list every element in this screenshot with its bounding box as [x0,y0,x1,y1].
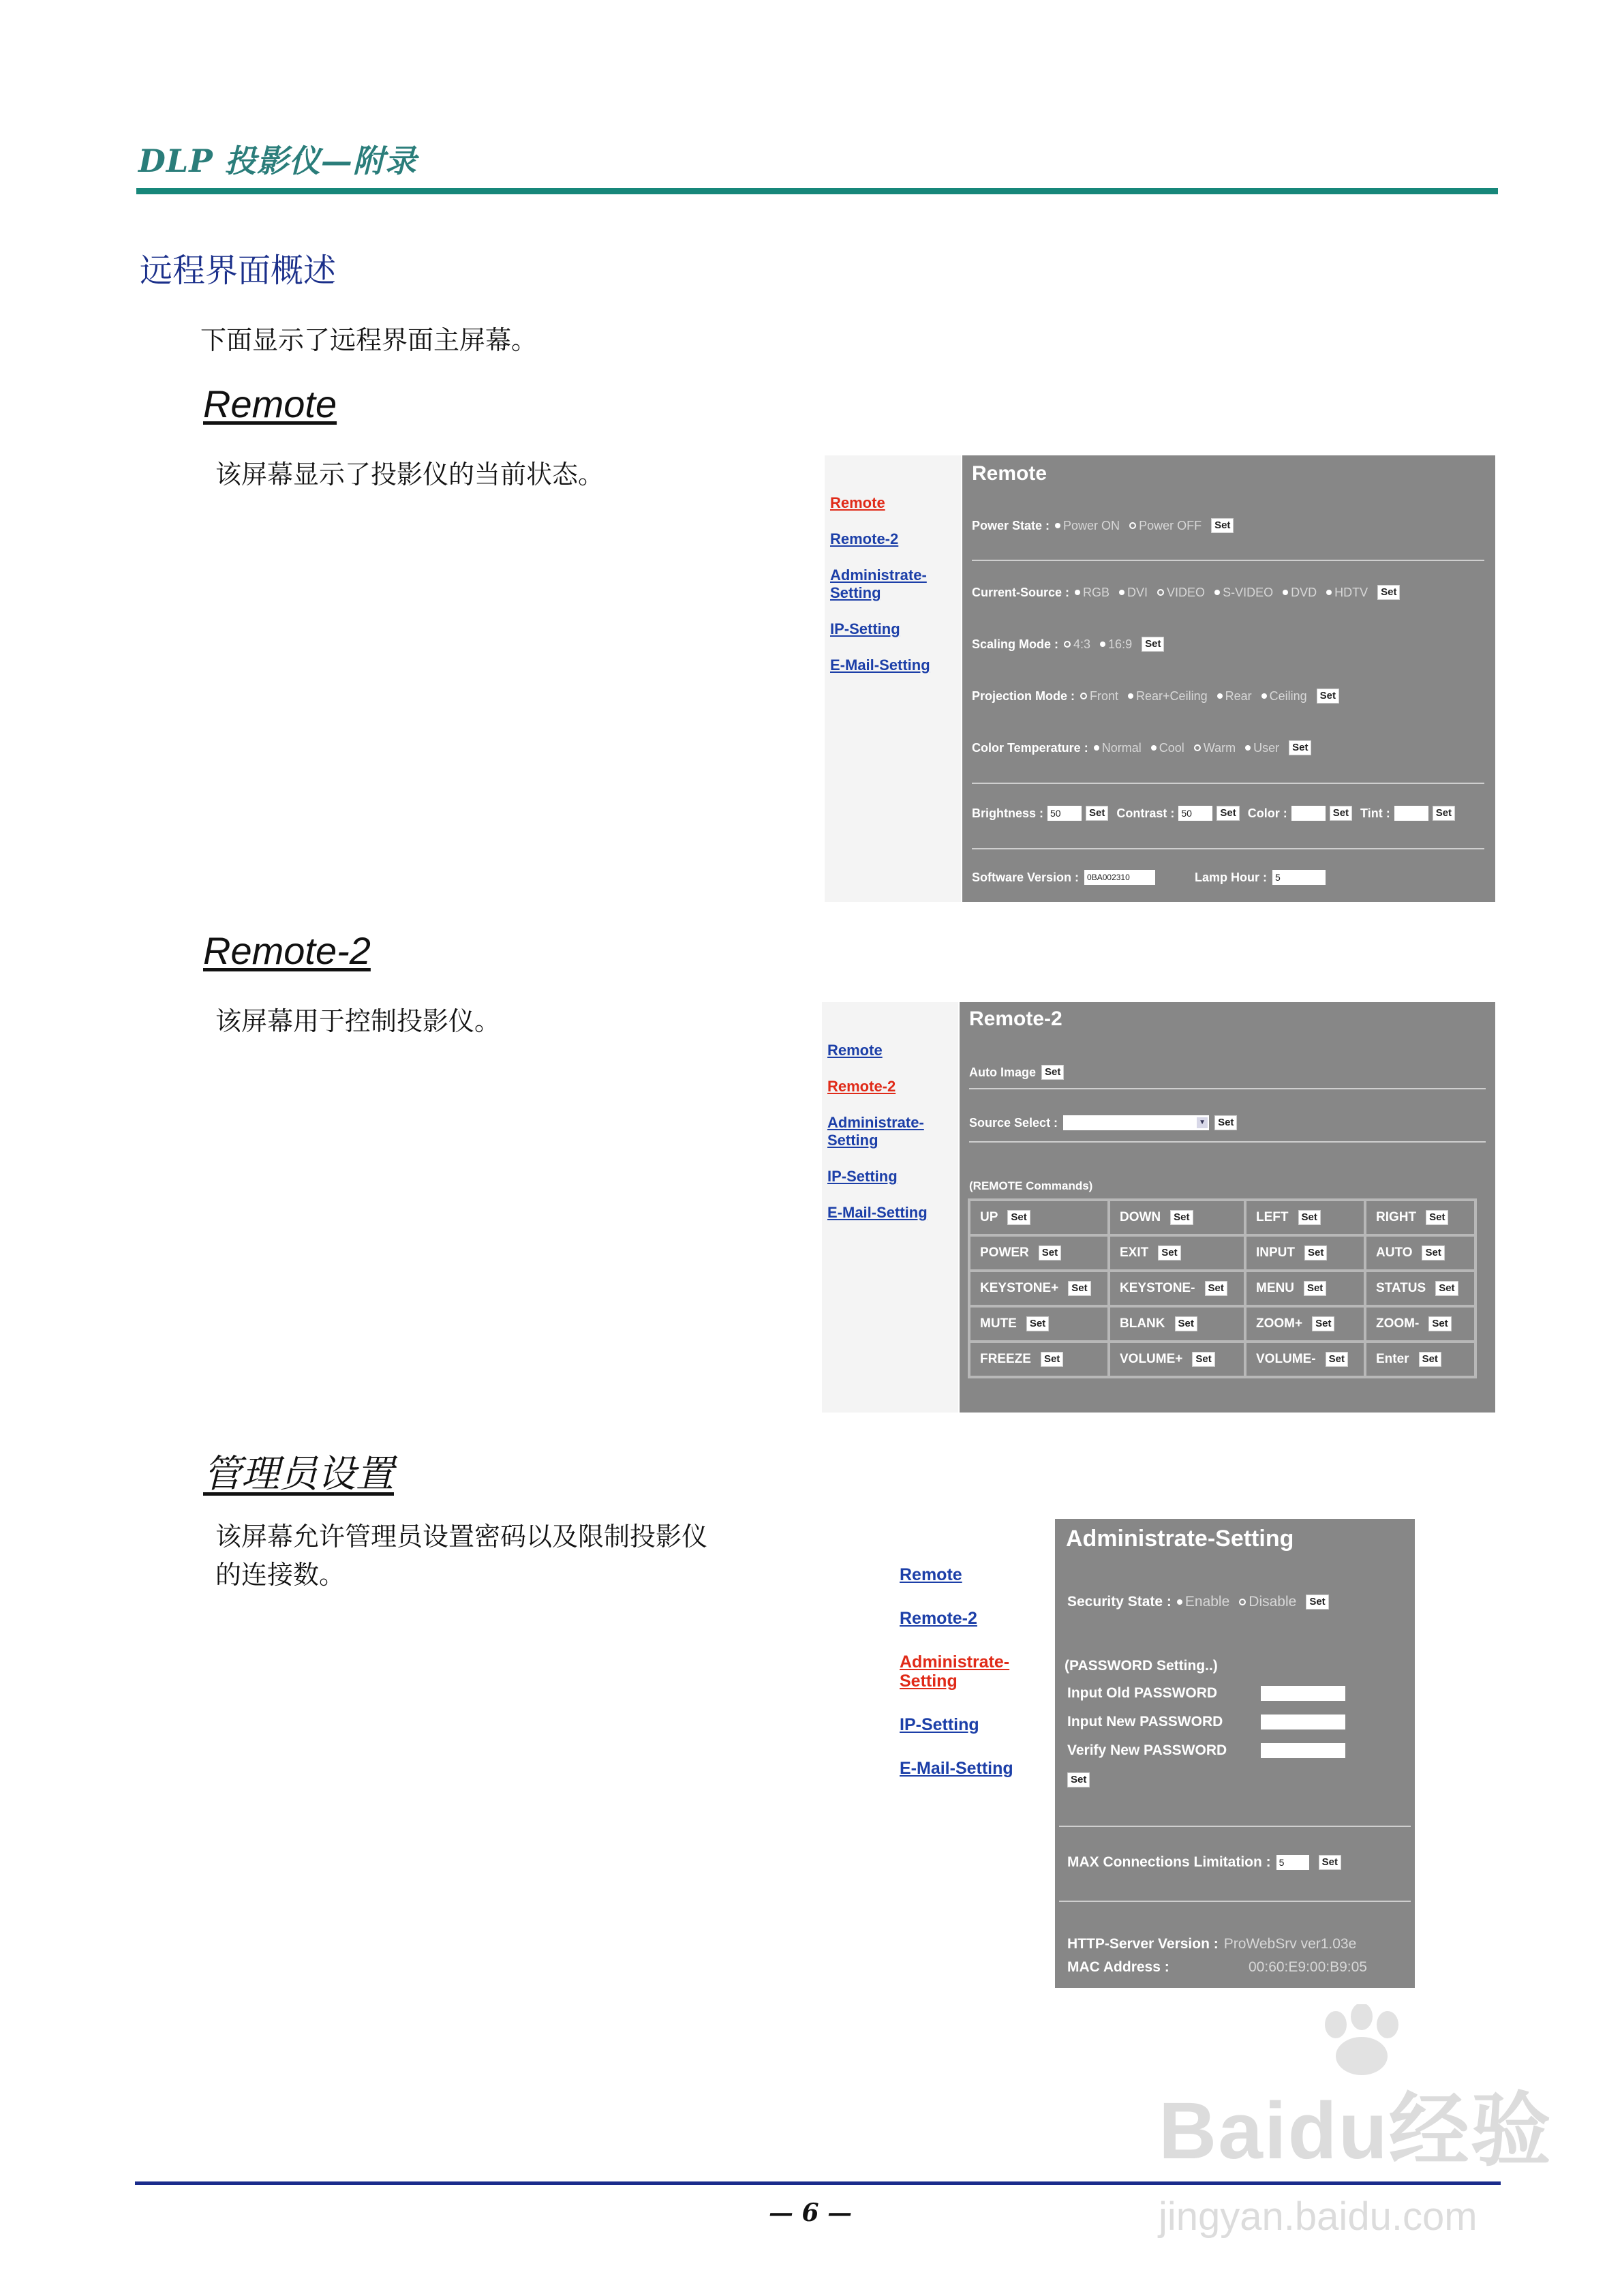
radio-enable[interactable]: Enable [1177,1594,1229,1610]
cmd-keystone-minus-set-button[interactable]: Set [1205,1281,1227,1296]
divider [1059,1901,1411,1902]
contrast-label: Contrast : [1116,806,1175,820]
scaling-set-button[interactable]: Set [1142,637,1164,652]
admin-side-nav [900,1565,1013,1778]
color-label: Color : [1247,806,1287,820]
radio-hdtv[interactable]: HDTV [1326,586,1368,600]
divider [1059,1826,1411,1827]
cmd-cell-freeze: FREEZE Set [969,1342,1109,1377]
divider [969,1141,1486,1143]
nav-link-ip-setting[interactable]: IP-Setting [830,620,900,637]
remote2-panel [960,1002,1495,1413]
cmd-cell-menu: MENU Set [1245,1271,1365,1306]
page-number: — 6 — [769,2199,853,2227]
cmd-zoom-plus-set-button[interactable]: Set [1312,1316,1334,1331]
cmd-cell-right: RIGHT Set [1365,1200,1475,1235]
remote2-heading: Remote-2 [203,929,371,972]
cmd-exit-set-button[interactable]: Set [1158,1245,1180,1260]
http-server-value: ProWebSrv ver1.03e [1223,1936,1357,1952]
mac-address-value: 00:60:E9:00:B9:05 [1249,1959,1367,1975]
divider [969,1088,1486,1089]
contrast-set-button[interactable]: Set [1216,806,1239,821]
cmd-cell-left: LEFT Set [1245,1200,1365,1235]
verify-password-label: Verify New PASSWORD [1067,1742,1227,1758]
radio-power-off[interactable]: Power OFF [1129,519,1202,533]
radio-power-on[interactable]: Power ON [1055,519,1120,533]
old-password-label: Input Old PASSWORD [1067,1685,1218,1701]
color-set-button[interactable]: Set [1330,806,1352,821]
current-source-label: Current-Source : [972,585,1070,599]
radio-front[interactable]: Front [1080,689,1118,704]
cmd-volume-plus-set-button[interactable]: Set [1192,1352,1214,1367]
radio-user[interactable]: User [1245,741,1279,755]
cmd-cell-input: INPUT Set [1245,1235,1365,1271]
cmd-cell-power: POWER Set [969,1235,1109,1271]
document-header: DLP 投影仪—附录 [138,142,417,179]
radio-cool[interactable]: Cool [1151,741,1184,755]
nav-link-administrate[interactable]: Administrate- [900,1652,1010,1672]
radio-rgb[interactable]: RGB [1075,586,1110,600]
radio-ceiling[interactable]: Ceiling [1261,689,1307,704]
new-password-input[interactable] [1261,1715,1345,1729]
current-source-row [972,585,1400,600]
cmd-left-set-button[interactable]: Set [1298,1210,1321,1225]
nav-link-setting[interactable]: Setting [900,1672,958,1691]
cmd-cell-enter: Enter Set [1365,1342,1475,1377]
section-intro: 下面显示了远程界面主屏幕。 [200,325,538,355]
verify-password-row [1067,1742,1345,1759]
cmd-cell-volume-plus: VOLUME+ Set [1109,1342,1245,1377]
cmd-status-set-button[interactable]: Set [1435,1281,1458,1296]
remote2-side-nav [827,1042,928,1222]
radio-s-video[interactable]: S-VIDEO [1214,586,1273,600]
max-connections-set-button[interactable]: Set [1319,1855,1341,1870]
http-server-label: HTTP-Server Version : [1067,1936,1219,1952]
watermark-url: jingyan.baidu.com [1159,2194,1478,2239]
power-set-button[interactable]: Set [1211,518,1234,533]
divider [972,848,1484,849]
admin-panel-title: Administrate-Setting [1066,1526,1294,1552]
cmd-cell-auto: AUTO Set [1365,1235,1475,1271]
picture-adjust-row [972,806,1455,821]
auto-image-set-button[interactable]: Set [1041,1065,1064,1080]
security-state-label: Security State : [1067,1594,1172,1610]
http-server-row [1067,1936,1360,1952]
old-password-input[interactable] [1261,1686,1345,1701]
cmd-enter-set-button[interactable]: Set [1419,1352,1441,1367]
radio-disable[interactable]: Disable [1239,1594,1296,1610]
section-title: 远程界面概述 [140,252,337,290]
cmd-volume-minus-set-button[interactable]: Set [1326,1352,1348,1367]
nav-link-setting[interactable]: Setting [827,1132,878,1149]
nav-link-remote[interactable]: Remote [830,494,885,511]
tint-set-button[interactable]: Set [1433,806,1455,821]
nav-link-ip-setting[interactable]: IP-Setting [827,1168,898,1185]
nav-link-email-setting[interactable]: E-Mail-Setting [827,1204,928,1221]
source-set-button[interactable]: Set [1377,585,1400,600]
verify-password-input[interactable] [1261,1743,1345,1758]
cmd-blank-set-button[interactable]: Set [1175,1316,1197,1331]
remote-side-nav [830,494,930,674]
nav-link-email-setting[interactable]: E-Mail-Setting [830,656,930,674]
cmd-cell-volume-minus: VOLUME- Set [1245,1342,1365,1377]
password-setting-label: (PASSWORD Setting..) [1065,1658,1218,1674]
nav-link-remote[interactable]: Remote [827,1042,883,1059]
cmd-up-set-button[interactable]: Set [1007,1210,1030,1225]
nav-link-setting[interactable]: Setting [830,584,881,601]
max-connections-row [1067,1854,1341,1871]
nav-link-remote[interactable]: Remote [900,1565,962,1584]
cmd-menu-set-button[interactable]: Set [1304,1281,1326,1296]
cmd-mute-set-button[interactable]: Set [1026,1316,1049,1331]
new-password-label: Input New PASSWORD [1067,1714,1223,1729]
status-row [972,870,1326,885]
cmd-power-set-button[interactable]: Set [1039,1245,1061,1260]
scaling-mode-row [972,637,1164,652]
password-set-row [1067,1772,1090,1787]
nav-link-ip-setting[interactable]: IP-Setting [900,1715,979,1734]
color-input[interactable] [1291,806,1326,821]
cmd-cell-mute: MUTE Set [969,1306,1109,1342]
source-select-row [969,1115,1237,1130]
radio-normal[interactable]: Normal [1094,741,1142,755]
admin-heading: 管理员设置 [203,1452,394,1496]
brightness-label: Brightness : [972,806,1044,820]
radio-16-9[interactable]: 16:9 [1100,637,1132,652]
nav-link-administrate[interactable]: Administrate- [827,1114,924,1131]
admin-description [215,1517,707,1594]
lamp-hour-value: 5 [1272,870,1326,885]
brightness-input[interactable]: 50 [1047,806,1082,821]
admin-description-line2: 的连接数。 [215,1560,346,1590]
cmd-cell-exit: EXIT Set [1109,1235,1245,1271]
cmd-cell-blank: BLANK Set [1109,1306,1245,1342]
paw-icon [1309,2004,1418,2079]
radio-dvi[interactable]: DVI [1119,586,1148,600]
cmd-freeze-set-button[interactable]: Set [1041,1352,1063,1367]
remote-panel-title: Remote [972,462,1047,485]
cmd-input-set-button[interactable]: Set [1304,1245,1327,1260]
remote-commands-label: (REMOTE Commands) [969,1179,1093,1192]
scaling-mode-label: Scaling Mode : [972,637,1059,651]
color-temp-set-button[interactable]: Set [1289,740,1311,755]
software-version-label: Software Version : [972,870,1080,884]
header-divider [136,188,1498,194]
watermark-brand: Baidu经验 [1159,2086,1552,2176]
contrast-input[interactable]: 50 [1178,806,1212,821]
radio-4-3[interactable]: 4:3 [1064,637,1090,652]
remote2-panel-title: Remote-2 [969,1008,1062,1030]
lamp-hour-label: Lamp Hour : [1195,870,1268,884]
radio-video[interactable]: VIDEO [1157,586,1205,600]
cmd-cell-up: UP Set [969,1200,1109,1235]
remote-commands-grid [968,1198,1477,1378]
auto-image-row [969,1065,1064,1080]
tint-label: Tint : [1360,806,1390,820]
max-connections-input[interactable]: 5 [1276,1855,1309,1870]
admin-description-line1: 该屏幕允许管理员设置密码以及限制投影仪 [215,1522,708,1552]
password-set-button[interactable]: Set [1067,1772,1090,1787]
old-password-row [1067,1685,1345,1702]
color-temperature-row [972,740,1311,755]
brightness-set-button[interactable]: Set [1086,806,1108,821]
projection-set-button[interactable]: Set [1317,689,1339,704]
security-set-button[interactable]: Set [1306,1595,1328,1610]
max-connections-label: MAX Connections Limitation : [1067,1854,1271,1870]
source-select-dropdown[interactable] [1063,1115,1209,1130]
color-temperature-label: Color Temperature : [972,740,1088,755]
cmd-cell-zoom-minus: ZOOM- Set [1365,1306,1475,1342]
auto-image-label: Auto Image [969,1065,1037,1079]
radio-rear[interactable]: Rear [1217,689,1252,704]
tint-input[interactable] [1394,806,1428,821]
projection-mode-row [972,689,1339,704]
chevron-down-icon: ▼ [1197,1117,1208,1128]
power-state-row [972,518,1234,533]
nav-link-remote-2[interactable]: Remote-2 [830,530,899,547]
cmd-cell-zoom-plus: ZOOM+ Set [1245,1306,1365,1342]
nav-link-remote-2[interactable]: Remote-2 [827,1078,896,1095]
new-password-row [1067,1714,1345,1730]
radio-warm[interactable]: Warm [1194,741,1236,755]
cmd-keystone-plus-set-button[interactable]: Set [1068,1281,1090,1296]
radio-rear-ceiling[interactable]: Rear+Ceiling [1128,689,1208,704]
power-state-label: Power State : [972,518,1050,532]
admin-panel [1055,1519,1415,1988]
cmd-cell-down: DOWN Set [1109,1200,1245,1235]
mac-address-row [1067,1959,1371,1976]
source-select-set-button[interactable]: Set [1214,1115,1237,1130]
remote-description: 该屏幕显示了投影仪的当前状态。 [215,459,605,489]
cmd-down-set-button[interactable]: Set [1170,1210,1193,1225]
remote-panel [962,455,1495,902]
remote2-description: 该屏幕用于控制投影仪。 [215,1006,501,1036]
remote-heading: Remote [203,382,337,425]
divider [972,783,1484,784]
nav-link-email-setting[interactable]: E-Mail-Setting [900,1759,1013,1778]
cmd-cell-keystone-minus: KEYSTONE- Set [1109,1271,1245,1306]
divider [972,560,1484,561]
cmd-cell-status: STATUS Set [1365,1271,1475,1306]
source-select-label: Source Select : [969,1115,1058,1130]
mac-address-label: MAC Address : [1067,1959,1169,1975]
projection-mode-label: Projection Mode : [972,689,1075,703]
software-version-value: 0BA002310 [1084,870,1155,885]
nav-link-remote-2[interactable]: Remote-2 [900,1609,977,1628]
footer-divider [135,2181,1501,2185]
cmd-right-set-button[interactable]: Set [1426,1210,1448,1225]
cmd-auto-set-button[interactable]: Set [1422,1245,1444,1260]
security-state-row [1067,1594,1329,1610]
nav-link-administrate[interactable]: Administrate- [830,567,927,584]
radio-dvd[interactable]: DVD [1283,586,1317,600]
cmd-cell-keystone-plus: KEYSTONE+ Set [969,1271,1109,1306]
cmd-zoom-minus-set-button[interactable]: Set [1428,1316,1451,1331]
